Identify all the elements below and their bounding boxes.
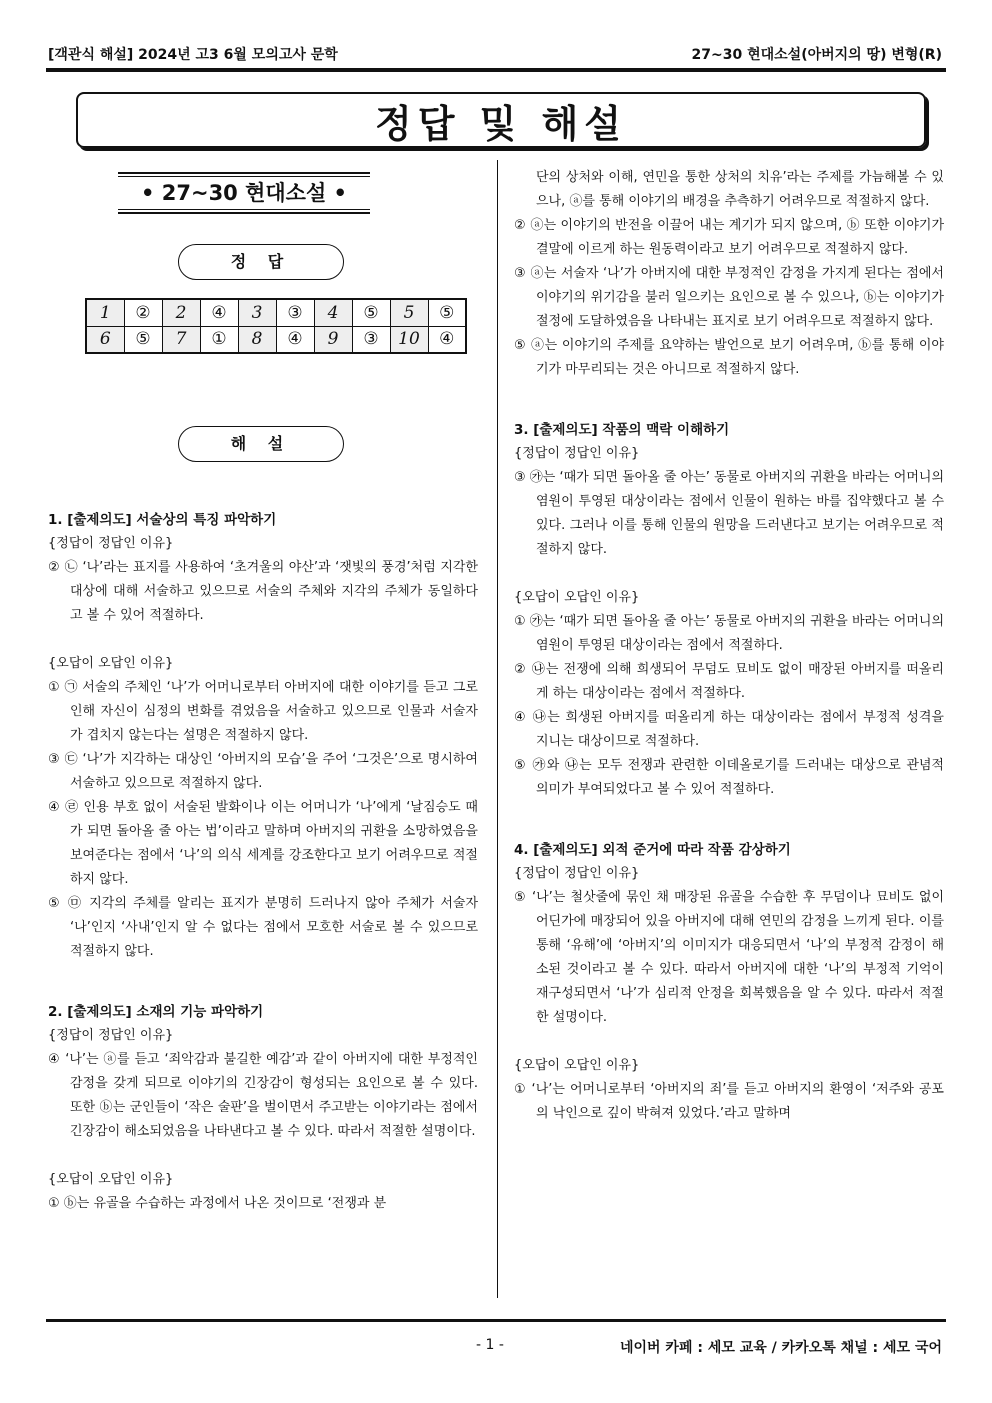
q1-correct-label: {정답이 정답인 이유} bbox=[48, 536, 174, 551]
page-title: 정답 및 해설 bbox=[375, 101, 627, 146]
q4-title: 4. [출제의도] 외적 준거에 따라 작품 감상하기 bbox=[514, 842, 791, 858]
answer-row bbox=[86, 326, 466, 353]
answer-choice: ⑤ bbox=[428, 299, 466, 326]
answer-number: 7 bbox=[162, 326, 200, 353]
q3-wrong-item: ⑤ ㉮와 ㉯는 모두 전쟁과 관련한 이데올로기를 드러내는 대상으로 관념적 의미가 부여되었다고 볼 수 있어 적절하다. bbox=[514, 758, 944, 797]
section-title: • 27~30 현대소설 • bbox=[118, 176, 370, 210]
q2-title: 2. [출제의도] 소재의 기능 파악하기 bbox=[48, 1004, 264, 1020]
section-title-box bbox=[118, 172, 370, 214]
answer-choice: ④ bbox=[276, 326, 314, 353]
q1-correct-item: ② ㉡ ‘나’라는 표지를 사용하여 ‘초겨울의 야산’과 ‘잿빛의 풍경’처럼 지각한 대상에 대해 서술하고 있으므로 서술의 주체와 지각의 주체가 동일하다고 볼 수 있어 적절하다. bbox=[48, 560, 478, 623]
q2-wrong-item: ② ⓐ는 이야기의 반전을 이끌어 내는 계기가 되지 않으며, ⓑ 또한 이야기가 결말에 이르게 하는 원동력이라고 보기 어려우므로 적절하지 않다. bbox=[514, 218, 944, 257]
header-rule bbox=[46, 68, 946, 72]
q2-correct-item: ④ ‘나’는 ⓐ를 듣고 ‘죄악감과 불길한 예감’과 같이 아버지에 대한 부정적인 감정을 갖게 되므로 이야기의 긴장감이 형성되는 요인으로 볼 수 있다. 또한 ⓑ는 군인들이 ‘작은 술판’을 벌이면서 주고받는 이야기라는 점에서 긴장감이 해소되었음을 나타낸다고 볼 수 있다. 따라서 적절한 설명이다. bbox=[48, 1052, 478, 1139]
q2-wrong-item: ③ ⓐ는 서술자 ‘나’가 아버지에 대한 부정적인 감정을 가지게 된다는 점에서 이야기의 위기감을 불러 일으키는 요인으로 볼 수 있으나, ⓑ는 이야기가 절정에 도달하였음을 나타내는 표지로 보기 어려우므로 적절하지 않다. bbox=[514, 266, 944, 329]
footer-rule bbox=[46, 1319, 946, 1322]
footer-credit: 네이버 카페 : 세모 교육 / 카카오톡 채널 : 세모 국어 bbox=[619, 1340, 942, 1356]
answer-number: 8 bbox=[238, 326, 276, 353]
answer-number: 10 bbox=[390, 326, 428, 353]
answer-number: 2 bbox=[162, 299, 200, 326]
answer-choice: ⑤ bbox=[124, 326, 162, 353]
answer-label: 정 답 bbox=[178, 244, 344, 280]
page-number: - 1 - bbox=[476, 1337, 504, 1353]
q2-wrong-item-cont: 단의 상처와 이해, 연민을 통한 상처의 치유’라는 주제를 가늠해볼 수 있으나, ⓐ를 통해 이야기의 배경을 추측하기 어려우므로 적절하지 않다. bbox=[536, 170, 944, 209]
answer-number: 6 bbox=[86, 326, 124, 353]
q1-wrong-item: ③ ㉢ ‘나’가 지각하는 대상인 ‘아버지의 모습’을 주어 ‘그것은’으로 명시하여 서술하고 있으므로 적절하지 않다. bbox=[48, 752, 478, 791]
answer-choice: ③ bbox=[352, 326, 390, 353]
q3-correct-item: ③ ㉮는 ‘때가 되면 돌아올 줄 아는’ 동물로 아버지의 귀환을 바라는 어머니의 염원이 투영된 대상이라는 점에서 인물이 원하는 바를 집약했다고 볼 수 있다. 그러나 이를 통해 인물의 원망을 드러낸다고 보기는 어려우므로 적절하지 않다. bbox=[514, 470, 944, 557]
q1-wrong-label: {오답이 오답인 이유} bbox=[48, 656, 174, 671]
answer-choice: ④ bbox=[428, 326, 466, 353]
q3-wrong-item: ② ㉯는 전쟁에 의해 희생되어 무덤도 묘비도 없이 매장된 아버지를 떠올리게 하는 대상이라는 점에서 적절하다. bbox=[514, 662, 944, 701]
q4-correct-label: {정답이 정답인 이유} bbox=[514, 866, 640, 881]
title-box bbox=[76, 92, 926, 148]
column-divider bbox=[497, 160, 498, 1298]
q1-title: 1. [출제의도] 서술상의 특징 파악하기 bbox=[48, 512, 277, 528]
answer-number: 3 bbox=[238, 299, 276, 326]
answer-choice: ② bbox=[124, 299, 162, 326]
q3-title: 3. [출제의도] 작품의 맥락 이해하기 bbox=[514, 422, 730, 438]
q2-wrong-item-start: ① ⓑ는 유골을 수습하는 과정에서 나온 것이므로 ‘전쟁과 분 bbox=[48, 1196, 387, 1211]
q4-wrong-item-start: ① ‘나’는 어머니로부터 ‘아버지의 죄’를 듣고 아버지의 환영이 ‘저주와 공포의 낙인으로 깊이 박혀져 있었다.’라고 말하며 bbox=[514, 1082, 944, 1121]
answer-number: 9 bbox=[314, 326, 352, 353]
answer-number: 1 bbox=[86, 299, 124, 326]
answer-row bbox=[86, 299, 466, 326]
explanation-label: 해 설 bbox=[178, 426, 344, 462]
header-left: [객관식 해설] 2024년 고3 6월 모의고사 문학 bbox=[48, 47, 338, 63]
answer-choice: ① bbox=[200, 326, 238, 353]
q3-wrong-item: ④ ㉯는 희생된 아버지를 떠올리게 하는 대상이라는 점에서 부정적 성격을 지니는 대상이므로 적절하다. bbox=[514, 710, 944, 749]
answer-choice: ⑤ bbox=[352, 299, 390, 326]
q2-correct-label: {정답이 정답인 이유} bbox=[48, 1028, 174, 1043]
q3-wrong-item: ① ㉮는 ‘때가 되면 돌아올 줄 아는’ 동물로 아버지의 귀환을 바라는 어머니의 염원이 투영된 대상이라는 점에서 적절하다. bbox=[514, 614, 944, 653]
q1-wrong-item: ④ ㉣ 인용 부호 없이 서술된 발화이나 이는 어머니가 ‘나’에게 ‘날짐승도 때가 되면 돌아올 줄 아는 법’이라고 말하며 아버지의 귀환을 소망하였음을 보여준다는 점에서 ‘나’의 의식 세계를 강조한다고 보기 어려우므로 적절하지 않다. bbox=[48, 800, 478, 887]
q2-wrong-label: {오답이 오답인 이유} bbox=[48, 1172, 174, 1187]
answer-table bbox=[85, 298, 467, 354]
left-column bbox=[48, 162, 478, 1216]
q3-wrong-label: {오답이 오답인 이유} bbox=[514, 590, 640, 605]
q3-correct-label: {정답이 정답인 이유} bbox=[514, 446, 640, 461]
q4-wrong-label: {오답이 오답인 이유} bbox=[514, 1058, 640, 1073]
answer-number: 5 bbox=[390, 299, 428, 326]
q1-wrong-item: ⑤ ㉤ 지각의 주체를 알리는 표지가 분명히 드러나지 않아 주체가 서술자 ‘나’인지 ‘사내’인지 알 수 없다는 점에서 모호한 서술로 볼 수 있으므로 적절하지 않다. bbox=[48, 896, 478, 959]
answer-choice: ③ bbox=[276, 299, 314, 326]
q1-wrong-item: ① ㉠ 서술의 주체인 ‘나’가 어머니로부터 아버지에 대한 이야기를 듣고 그로 인해 자신이 심정의 변화를 겪었음을 서술하고 있으므로 인물과 서술자가 겹치지 않는다는 설명은 적절하지 않다. bbox=[48, 680, 478, 743]
header-right: 27~30 현대소설(아버지의 땅) 변형(R) bbox=[691, 47, 942, 63]
q4-correct-item: ⑤ ‘나’는 철삿줄에 묶인 채 매장된 유골을 수습한 후 무덤이나 묘비도 없이 어딘가에 매장되어 있을 아버지에 대해 연민의 감정을 느끼게 된다. 이를 통해 ‘유해’에 ‘아버지’의 이미지가 대응되면서 ‘나’의 부정적 감정이 해소된 것이라고 볼 수 있다. 따라서 아버지에 대한 ‘나’의 부정적 기억이 재구성되면서 ‘나’가 심리적 안정을 회복했음을 알 수 있다. 따라서 적절한 설명이다. bbox=[514, 890, 944, 1025]
right-column bbox=[514, 166, 944, 1126]
answer-choice: ④ bbox=[200, 299, 238, 326]
q2-wrong-item: ⑤ ⓐ는 이야기의 주제를 요약하는 발언으로 보기 어려우며, ⓑ를 통해 이야기가 마무리되는 것은 아니므로 적절하지 않다. bbox=[514, 338, 944, 377]
answer-number: 4 bbox=[314, 299, 352, 326]
